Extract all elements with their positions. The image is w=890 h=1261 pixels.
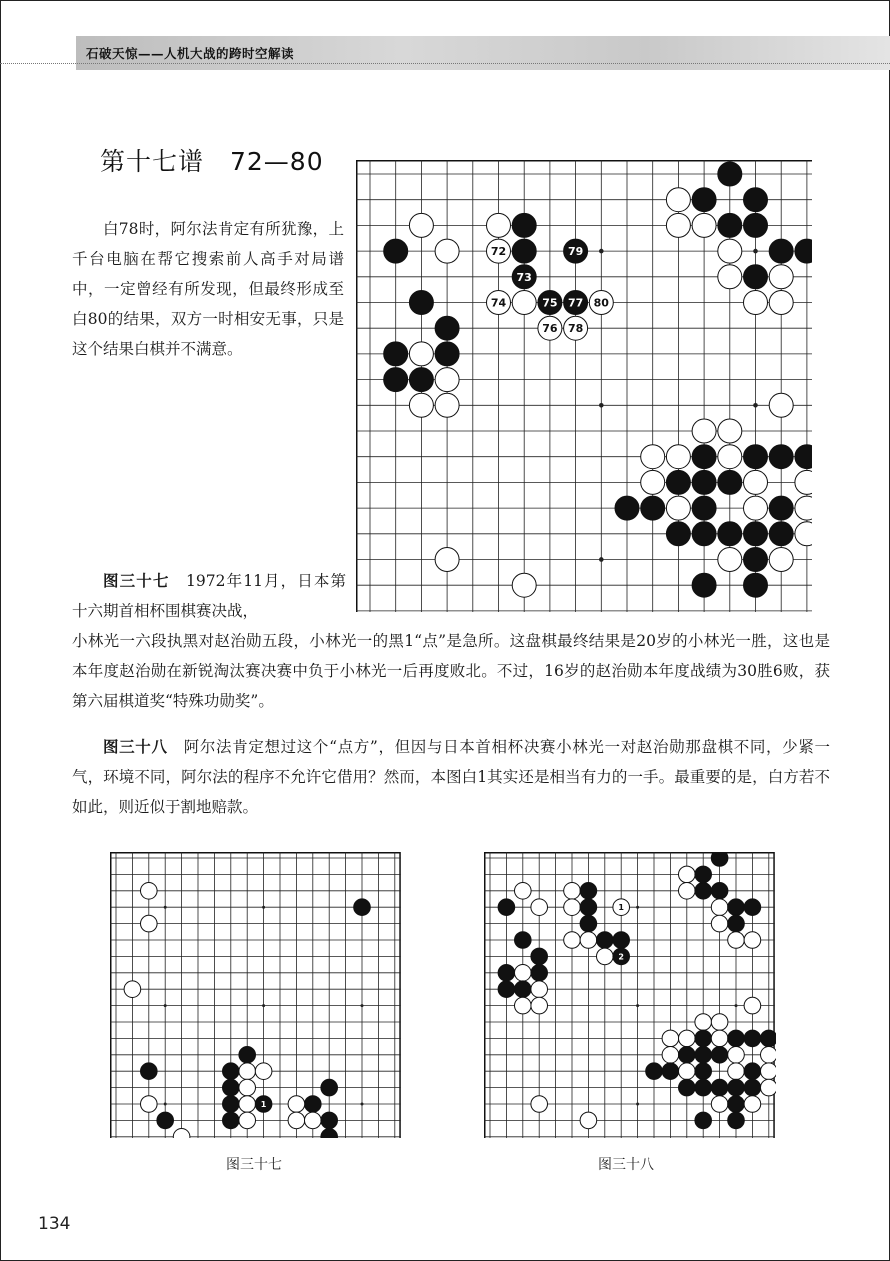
move-number-label: 2	[618, 952, 624, 962]
move-number-label: 79	[567, 245, 584, 259]
star-point	[164, 906, 167, 909]
white-stone	[515, 997, 532, 1014]
black-stone	[728, 1112, 745, 1129]
black-stone	[646, 1063, 663, 1080]
white-stone	[515, 883, 532, 900]
white-stone	[641, 470, 665, 494]
black-stone	[515, 981, 532, 998]
star-point	[361, 1004, 364, 1007]
white-stone	[580, 932, 597, 949]
white-stone	[728, 1063, 745, 1080]
star-point	[753, 403, 758, 408]
black-stone	[321, 1079, 338, 1096]
white-stone	[692, 213, 716, 237]
black-stone	[597, 932, 614, 949]
white-stone	[487, 213, 511, 237]
white-stone	[711, 1096, 728, 1113]
black-stone	[223, 1063, 240, 1080]
move-number-label: 80	[593, 296, 609, 310]
black-stone	[695, 1030, 712, 1047]
white-stone	[744, 470, 768, 494]
page-number: 134	[38, 1214, 71, 1234]
white-stone	[512, 291, 536, 315]
white-stone	[761, 1063, 777, 1080]
star-point	[636, 1004, 639, 1007]
white-stone	[662, 1047, 679, 1064]
black-stone	[695, 1112, 712, 1129]
black-stone	[435, 342, 459, 366]
white-stone	[666, 445, 690, 469]
go-board-fig37	[110, 852, 402, 1138]
white-stone	[744, 932, 761, 949]
white-stone	[711, 915, 728, 932]
white-stone	[435, 548, 459, 572]
white-stone	[744, 291, 768, 315]
star-point	[599, 557, 604, 562]
white-stone	[728, 932, 745, 949]
black-stone	[728, 1030, 745, 1047]
white-stone	[679, 1030, 696, 1047]
black-stone	[718, 213, 742, 237]
black-stone	[695, 1063, 712, 1080]
star-point	[735, 1004, 738, 1007]
black-stone	[692, 522, 716, 546]
white-stone	[531, 1096, 548, 1113]
white-stone	[728, 1047, 745, 1064]
black-stone	[498, 981, 515, 998]
black-stone	[692, 445, 716, 469]
white-stone	[769, 265, 793, 289]
black-stone	[728, 1096, 745, 1113]
black-stone	[384, 342, 408, 366]
black-stone	[223, 1096, 240, 1113]
black-stone	[435, 316, 459, 340]
move-number-label: 75	[542, 296, 558, 310]
black-stone	[744, 899, 761, 916]
white-stone	[515, 965, 532, 982]
black-stone	[305, 1096, 322, 1113]
black-stone	[744, 188, 768, 212]
star-point	[636, 906, 639, 909]
white-stone	[718, 265, 742, 289]
white-stone	[666, 213, 690, 237]
star-point	[753, 249, 758, 254]
white-stone	[239, 1079, 256, 1096]
black-stone	[711, 852, 728, 866]
black-stone	[769, 445, 793, 469]
star-point	[262, 906, 265, 909]
black-stone	[531, 965, 548, 982]
black-stone	[769, 239, 793, 263]
black-stone	[761, 1030, 777, 1047]
white-stone	[666, 496, 690, 520]
black-stone	[718, 522, 742, 546]
black-stone	[580, 915, 597, 932]
black-stone	[692, 573, 716, 597]
black-stone	[728, 899, 745, 916]
fig38-text: 阿尔法肯定想过这个“点方”，但因与日本首相杯决赛小林光一对赵治勋那盘棋不同，少紧一气，环境不同，阿尔法的程序不允许它借用？然而，本图白1其实还是相当有力的一手。最重要的是，白方若不如此，则近似于割地赔款。	[72, 738, 830, 816]
star-point	[262, 1004, 265, 1007]
black-stone	[728, 1079, 745, 1096]
white-stone	[718, 548, 742, 572]
white-stone	[531, 899, 548, 916]
chapter-title: 第十七谱 72—80	[100, 147, 324, 176]
white-stone	[580, 1112, 597, 1129]
white-stone	[288, 1112, 305, 1129]
black-stone	[512, 239, 536, 263]
fig37-lead-paragraph	[72, 566, 346, 626]
black-stone	[744, 573, 768, 597]
black-stone	[692, 188, 716, 212]
white-stone	[435, 368, 459, 392]
header-divider	[0, 63, 890, 64]
white-stone	[718, 419, 742, 443]
white-stone	[141, 915, 158, 932]
black-stone	[679, 1079, 696, 1096]
black-stone	[769, 522, 793, 546]
move-number-label: 77	[567, 296, 584, 310]
black-stone	[744, 548, 768, 572]
fig38-caption: 图三十八	[598, 1157, 654, 1173]
black-stone	[613, 932, 630, 949]
black-stone	[409, 291, 433, 315]
black-stone	[728, 915, 745, 932]
white-stone	[141, 883, 158, 900]
star-point	[361, 1103, 364, 1106]
black-stone	[498, 899, 515, 916]
fig38-paragraph	[72, 732, 830, 822]
white-stone	[679, 866, 696, 883]
black-stone	[744, 213, 768, 237]
white-stone	[695, 1014, 712, 1031]
black-stone	[769, 496, 793, 520]
fig37-label: 图三十七	[103, 572, 170, 590]
move-number-label: 74	[490, 296, 507, 310]
black-stone	[384, 239, 408, 263]
black-stone	[666, 522, 690, 546]
white-stone	[435, 239, 459, 263]
star-point	[164, 1103, 167, 1106]
black-stone	[711, 1047, 728, 1064]
black-stone	[692, 496, 716, 520]
white-stone	[512, 573, 536, 597]
move-number-label: 72	[490, 245, 507, 259]
go-board-fig38	[484, 852, 776, 1138]
black-stone	[695, 1079, 712, 1096]
white-stone	[761, 1079, 777, 1096]
black-stone	[744, 265, 768, 289]
white-stone	[288, 1096, 305, 1113]
white-stone	[761, 1047, 777, 1064]
fig37-lead-text: 1972年11月，日本第十六期首相杯围棋赛决战，	[72, 572, 346, 620]
white-stone	[711, 1014, 728, 1031]
star-point	[164, 1004, 167, 1007]
black-stone	[718, 162, 742, 186]
white-stone	[744, 496, 768, 520]
move-number-label: 78	[567, 322, 584, 336]
white-stone	[666, 188, 690, 212]
white-stone	[255, 1063, 272, 1080]
black-stone	[512, 213, 536, 237]
white-stone	[711, 899, 728, 916]
black-stone	[695, 866, 712, 883]
white-stone	[305, 1112, 322, 1129]
black-stone	[718, 470, 742, 494]
move-number-label: 73	[516, 270, 532, 284]
white-stone	[769, 291, 793, 315]
white-stone	[769, 548, 793, 572]
black-stone	[695, 883, 712, 900]
white-stone	[564, 899, 581, 916]
white-stone	[718, 445, 742, 469]
white-stone	[531, 981, 548, 998]
move-number-label: 1	[260, 1099, 267, 1109]
white-stone	[239, 1096, 256, 1113]
black-stone	[744, 522, 768, 546]
black-stone	[615, 496, 639, 520]
black-stone	[409, 368, 433, 392]
white-stone	[769, 393, 793, 417]
black-stone	[744, 1030, 761, 1047]
white-stone	[679, 1063, 696, 1080]
white-stone	[692, 419, 716, 443]
white-stone	[597, 948, 614, 965]
black-stone	[498, 965, 515, 982]
fig37-continued-paragraph: 小林光一六段执黑对赵治勋五段，小林光一的黑1“点”是急所。这盘棋最终结果是20岁的小林光一胜，这也是本年度赵治勋在新锐淘汰赛决赛中负于小林光一后再度败北。不过，16岁的赵治勋本年度战绩为30胜6败，获第六届棋道奖“特殊功勋奖”。	[72, 632, 830, 710]
black-stone	[321, 1112, 338, 1129]
black-stone	[580, 899, 597, 916]
white-stone	[641, 445, 665, 469]
black-stone	[641, 496, 665, 520]
white-stone	[409, 213, 433, 237]
white-stone	[239, 1063, 256, 1080]
white-stone	[141, 1096, 158, 1113]
white-stone	[409, 342, 433, 366]
star-point	[599, 403, 604, 408]
black-stone	[692, 470, 716, 494]
black-stone	[239, 1047, 256, 1064]
black-stone	[531, 948, 548, 965]
move-number-label: 1	[618, 903, 624, 913]
white-stone	[435, 393, 459, 417]
go-board-main	[356, 160, 812, 612]
black-stone	[679, 1047, 696, 1064]
black-stone	[580, 883, 597, 900]
star-point	[599, 249, 604, 254]
black-stone	[662, 1063, 679, 1080]
header-title: 石破天惊——人机大战的跨时空解读	[86, 46, 295, 61]
white-stone	[409, 393, 433, 417]
white-stone	[718, 239, 742, 263]
black-stone	[384, 368, 408, 392]
black-stone	[744, 1079, 761, 1096]
white-stone	[711, 1030, 728, 1047]
star-point	[636, 1103, 639, 1106]
black-stone	[354, 899, 371, 916]
white-stone	[239, 1112, 256, 1129]
white-stone	[744, 1096, 761, 1113]
white-stone	[124, 981, 141, 998]
black-stone	[515, 932, 532, 949]
black-stone	[744, 445, 768, 469]
fig38-label: 图三十八	[103, 738, 168, 756]
intro-paragraph: 白78时，阿尔法肯定有所犹豫，上千台电脑在帮它搜索前人高手对局谱中，一定曾经有所发现，但最终形成至白80的结果，双方一时相安无事，只是这个结果白棋并不满意。	[72, 220, 344, 358]
white-stone	[662, 1030, 679, 1047]
black-stone	[666, 470, 690, 494]
white-stone	[564, 932, 581, 949]
white-stone	[744, 997, 761, 1014]
black-stone	[141, 1063, 158, 1080]
black-stone	[695, 1047, 712, 1064]
fig37-caption: 图三十七	[226, 1157, 282, 1173]
black-stone	[711, 1079, 728, 1096]
black-stone	[223, 1112, 240, 1129]
black-stone	[223, 1079, 240, 1096]
white-stone	[531, 997, 548, 1014]
black-stone	[711, 883, 728, 900]
white-stone	[564, 883, 581, 900]
move-number-label: 76	[542, 322, 558, 336]
black-stone	[157, 1112, 174, 1129]
black-stone	[744, 1063, 761, 1080]
white-stone	[679, 883, 696, 900]
